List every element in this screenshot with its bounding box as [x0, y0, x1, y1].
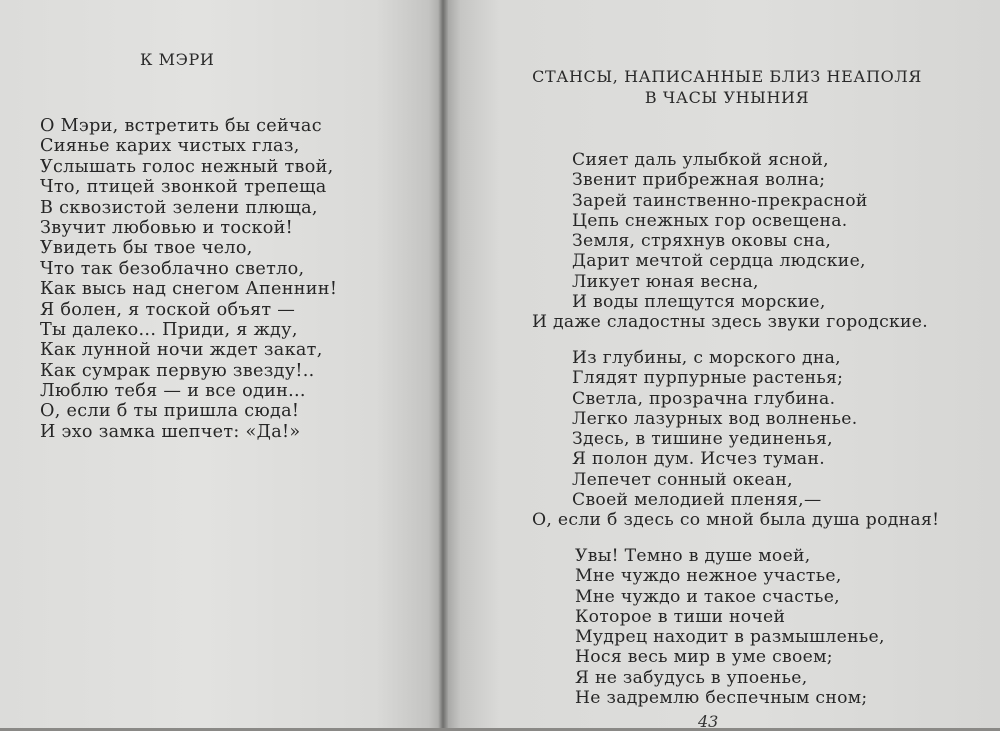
poem-line: Что, птицей звонкой трепеща — [40, 177, 327, 198]
poem-line: Звучит любовью и тоской! — [40, 217, 294, 238]
poem-line: Мудрец находит в размышленье, — [575, 627, 885, 648]
poem-line: Мне чуждо и такое счастье, — [575, 586, 840, 607]
poem-line: О, если б ты пришла сюда! — [40, 401, 300, 422]
poem-line: Земля, стряхнув оковы сна, — [572, 231, 832, 252]
page-number: 43 — [698, 712, 719, 731]
poem-line: Я полон дум. Исчез туман. — [572, 449, 825, 470]
poem-line: Своей мелодией пленяя,— — [572, 490, 822, 511]
book-gutter — [438, 0, 448, 728]
poem-line: Зарей таинственно-прекрасной — [572, 190, 868, 211]
poem-line: Сиянье карих чистых глаз, — [40, 136, 300, 157]
poem-line: Как высь над снегом Апеннин! — [40, 279, 338, 300]
poem-line: Увидеть бы твое чело, — [40, 238, 253, 259]
stanza-1 — [532, 150, 929, 333]
title-line-1: СТАНСЫ, НАПИСАННЫЕ БЛИЗ НЕАПОЛЯ — [532, 67, 922, 86]
poem-line: Ликует юная весна, — [572, 271, 759, 292]
poem-line: Цепь снежных гор освещена. — [572, 210, 848, 231]
poem-line: Из глубины, с морского дна, — [572, 348, 841, 368]
poem-line: Как сумрак первую звезду!.. — [40, 360, 315, 381]
poem-title-right — [532, 66, 922, 108]
poem-line: Нося весь мир в уме своем; — [575, 647, 833, 668]
poem-line: Мне чуждо нежное участье, — [575, 566, 842, 587]
poem-line: О, если б здесь со мной была душа родная! — [532, 510, 940, 531]
poem-line: Глядят пурпурные растенья; — [572, 368, 844, 389]
poem-line: О Мэри, встретить бы сейчас — [40, 116, 322, 136]
poem-line: Легко лазурных вод волненье. — [572, 408, 858, 429]
poem-line: Что так безоблачно светло, — [40, 258, 305, 279]
stanza-3 — [575, 546, 885, 708]
title-line-2: В ЧАСЫ УНЫНИЯ — [644, 88, 810, 107]
poem-line: Услышать голос нежный твой, — [40, 156, 334, 177]
poem-line: Звенит прибрежная волна; — [572, 170, 826, 191]
poem-line: Здесь, в тишине уединенья, — [572, 429, 833, 450]
poem-line: Увы! Темно в душе моей, — [575, 546, 811, 566]
poem-line: Сияет даль улыбкой ясной, — [572, 150, 829, 170]
poem-line: И даже сладостны здесь звуки городские. — [532, 312, 929, 333]
poem-title-left: К МЭРИ — [140, 50, 215, 69]
poem-line: Я болен, я тоской объят — — [40, 299, 296, 320]
poem-line: Которое в тиши ночей — [575, 606, 786, 627]
poem-line: И воды плещутся морские, — [572, 292, 826, 313]
poem-left — [40, 116, 337, 442]
poem-line: Как лунной ночи ждет закат, — [40, 340, 323, 361]
stanza-2 — [532, 348, 940, 531]
poem-line: Я не забудусь в упоенье, — [575, 667, 808, 688]
poem-line: Светла, прозрачна глубина. — [572, 388, 836, 409]
poem-line: Не задремлю беспечным сном; — [575, 688, 868, 709]
poem-line: Лепечет сонный океан, — [572, 469, 793, 490]
poem-line: Дарит мечтой сердца людские, — [572, 251, 866, 272]
poem-line: И эхо замка шепчет: «Да!» — [40, 421, 301, 442]
poem-line: В сквозистой зелени плюща, — [40, 197, 318, 218]
poem-line: Ты далеко... Приди, я жду, — [40, 319, 298, 340]
poem-line: Люблю тебя — и все один... — [40, 381, 306, 402]
